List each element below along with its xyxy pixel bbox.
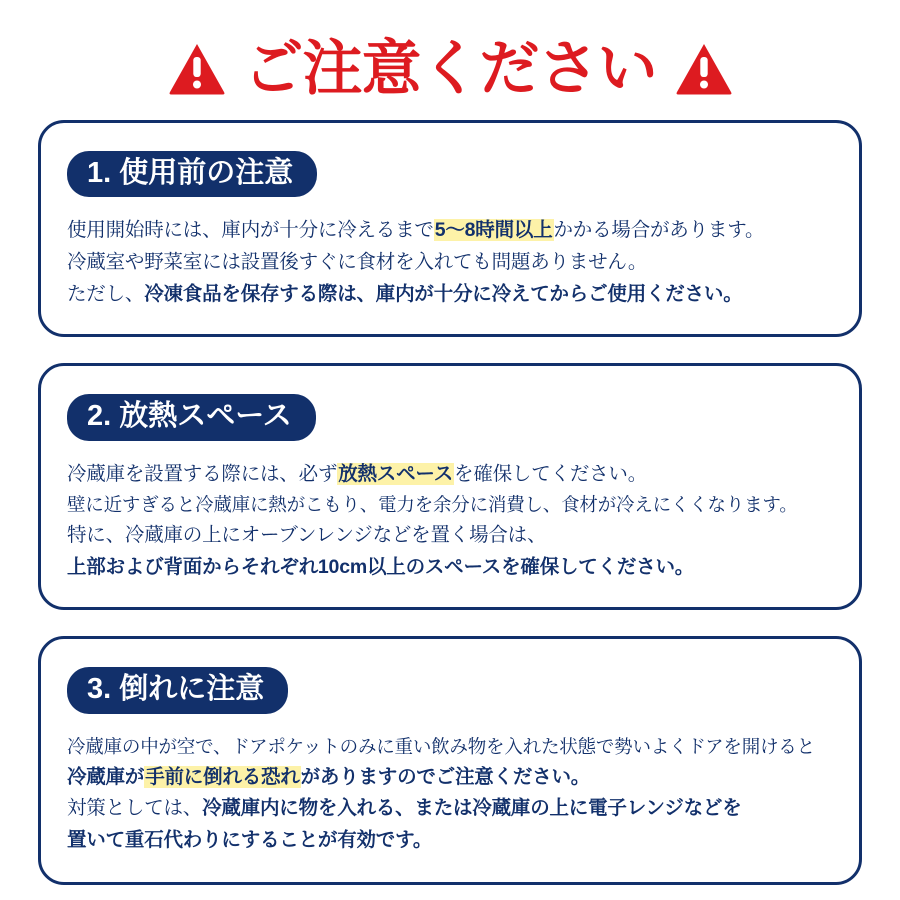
notice-card-2 — [38, 363, 862, 610]
text-segment: 特に、冷蔵庫の上にオーブンレンジなどを置く場合は、 — [67, 524, 547, 547]
bold-segment: がありますのでご注意ください。 — [300, 765, 591, 788]
notice-line — [67, 552, 833, 584]
bold-segment: 冷凍食品を保存する際は、庫内が十分に冷えてからご使用ください。 — [144, 282, 743, 305]
text-segment: 冷蔵庫の中が空で、ドアポケットのみに重い飲み物を入れた状態で勢いよくドアを開けると — [67, 735, 815, 757]
warning-triangle-icon — [168, 42, 226, 96]
highlight-segment: 放熱スペース — [338, 462, 454, 485]
notice-line — [67, 279, 833, 311]
notice-line — [67, 793, 833, 825]
notice-line — [67, 825, 833, 857]
notice-card-1-body — [67, 215, 833, 310]
notice-card-2-badge: 2. 放熱スペース — [67, 394, 316, 440]
bold-segment: 上部および背面からそれぞれ10cm以上のスペースを確保してください。 — [67, 555, 695, 578]
text-segment: 壁に近すぎると冷蔵庫に熱がこもり、電力を余分に消費し、食材が冷えにくくなります。 — [67, 494, 798, 516]
notice-line — [67, 490, 833, 520]
bold-segment: 冷蔵庫が — [67, 765, 145, 788]
notice-card-3-badge: 3. 倒れに注意 — [67, 667, 288, 713]
text-segment: 冷蔵庫を設置する際には、必ず — [67, 462, 338, 485]
notice-card-1-badge: 1. 使用前の注意 — [67, 151, 317, 197]
notice-card-1 — [38, 120, 862, 337]
notice-line — [67, 520, 833, 552]
notice-card-3 — [38, 636, 862, 885]
page-header — [0, 0, 900, 120]
notice-line — [67, 215, 833, 247]
text-segment: を確保してください。 — [454, 462, 648, 485]
notice-line — [67, 247, 833, 279]
text-segment: 冷蔵室や野菜室には設置後すぐに食材を入れても問題ありません。 — [67, 251, 648, 274]
highlight-segment: 5〜8時間以上 — [434, 219, 553, 242]
notice-card-2-body — [67, 459, 833, 584]
notice-line — [67, 762, 833, 794]
page-title: ご注意ください — [243, 35, 657, 102]
bold-segment: 置いて重石代わりにすることが有効です。 — [67, 828, 433, 851]
notice-line — [67, 459, 833, 491]
text-segment: 使用開始時には、庫内が十分に冷えるまで — [67, 219, 434, 242]
notice-line — [67, 732, 833, 762]
text-segment: ただし、 — [67, 282, 145, 305]
highlight-segment: 手前に倒れる恐れ — [145, 765, 300, 788]
text-segment: かかる場合があります。 — [553, 219, 765, 242]
bold-segment: 冷蔵庫内に物を入れる、または冷蔵庫の上に電子レンジなどを — [202, 797, 742, 820]
warning-triangle-icon — [675, 42, 733, 96]
text-segment: 対策としては、 — [67, 797, 203, 820]
notice-card-3-body — [67, 732, 833, 857]
